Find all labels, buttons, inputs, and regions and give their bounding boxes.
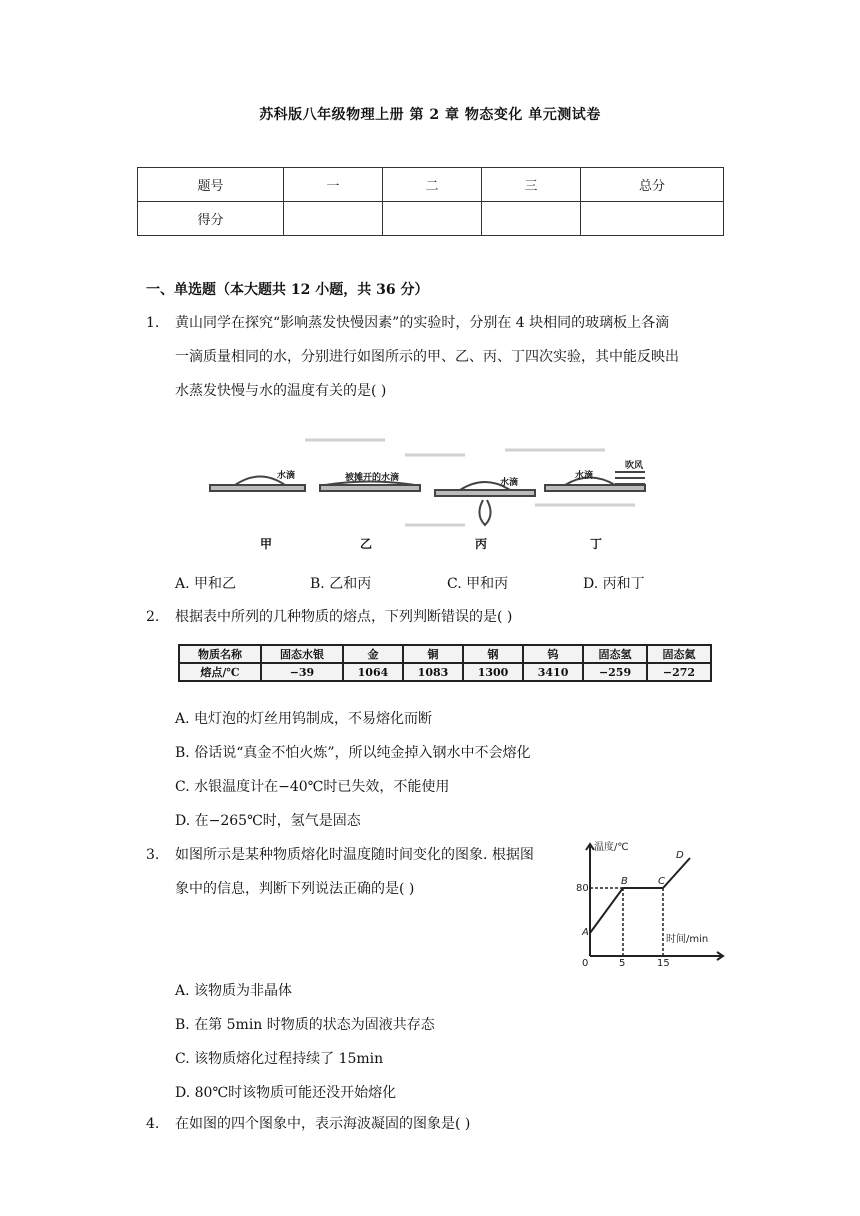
question-text-line: 根据表中所列的几种物质的熔点，下列判断错误的是( ) [175,609,513,625]
table-cell: 3410 [523,663,583,681]
caption: 乙 [360,537,373,551]
score-cell [482,202,581,236]
caption: 甲 [260,537,273,551]
page-title: 苏科版八年级物理上册 第 2 章 物态变化 单元测试卷 [259,107,601,123]
flame-icon [479,500,490,525]
option-b[interactable]: B. 在第 5min 时物质的状态为固液共存态 [175,1017,435,1033]
table-cell: −39 [261,663,343,681]
score-header-cell: 一 [284,168,383,202]
caption: 丁 [590,537,603,551]
temperature-curve [590,858,690,933]
section-heading: 一、单选题（本大题共 12 小题，共 36 分） [146,282,429,298]
score-row-label: 得分 [138,202,284,236]
figure-label: 吹风 [625,461,644,471]
option-a[interactable]: A. 电灯泡的灯丝用钨制成，不易熔化而断 [175,711,433,727]
table-cell: 金 [343,645,403,663]
question-text-line: 在如图的四个图象中，表示海波凝固的图象是( ) [175,1116,471,1132]
table-cell: 钨 [523,645,583,663]
figure-captions [205,535,650,555]
point-label: D [676,850,684,861]
option-d[interactable]: D. 丙和丁 [583,576,645,592]
point-label: B [621,876,628,887]
table-cell: 铜 [403,645,463,663]
question-number: 2. [146,609,160,625]
score-header-cell: 总分 [581,168,724,202]
glass-plate [210,485,305,491]
table-cell: 1300 [463,663,523,681]
score-header-cell: 三 [482,168,581,202]
figure-label: 水滴 [500,478,519,488]
table-cell: −259 [583,663,647,681]
table-cell: 1083 [403,663,463,681]
glass-plate [320,485,420,491]
score-cell [383,202,482,236]
score-table [137,167,724,236]
table-cell: 1064 [343,663,403,681]
table-cell: 固态氦 [647,645,711,663]
option-a[interactable]: A. 该物质为非晶体 [175,983,293,999]
question-number: 4. [146,1116,160,1132]
option-b[interactable]: B. 俗话说“真金不怕火炼”，所以纯金掉入钢水中不会熔化 [175,745,531,761]
table-row [179,663,711,681]
question-number: 1. [146,315,160,331]
option-c[interactable]: C. 水银温度计在−40℃时已失效，不能使用 [175,779,450,795]
glass-plate [545,485,645,491]
score-header-cell: 题号 [138,168,284,202]
table-cell: 固态氢 [583,645,647,663]
x-axis-label: 时间/min [666,934,709,945]
figure-label: 水滴 [277,471,296,481]
q1-options [0,573,860,593]
option-c[interactable]: C. 甲和丙 [447,576,509,592]
table-cell: 物质名称 [179,645,261,663]
point-label: C [658,876,665,887]
x-tick-label: 0 [582,958,589,969]
question-text-line: 黄山同学在探究“影响蒸发快慢因素”的实验时，分别在 4 块相同的玻璃板上各滴 [175,315,670,331]
option-c[interactable]: C. 该物质熔化过程持续了 15min [175,1051,384,1067]
score-cell [581,202,724,236]
x-tick-label: 15 [657,958,670,969]
table-header-row [179,645,711,663]
question-text-line: 一滴质量相同的水，分别进行如图所示的甲、乙、丙、丁四次实验，其中能反映出 [175,349,679,365]
melting-point-table [178,644,712,682]
figure-label: 被摊开的水滴 [345,473,400,483]
y-tick-label: 80 [576,883,589,894]
score-table-score-row [138,202,724,236]
option-d[interactable]: D. 80℃时该物质可能还没开始熔化 [175,1085,397,1101]
y-axis-label: 温度/℃ [594,842,629,853]
caption: 丙 [475,537,488,551]
score-table-header-row [138,168,724,202]
question-number: 3. [146,847,160,863]
option-a[interactable]: A. 甲和乙 [175,576,237,592]
point-label: A [582,927,589,938]
table-cell: −272 [647,663,711,681]
x-tick-label: 5 [619,958,626,969]
question-text-line: 象中的信息，判断下列说法正确的是( ) [175,881,415,897]
question-text-line: 如图所示是某种物质熔化时温度随时间变化的图象. 根据图 [175,847,534,863]
table-cell: 固态水银 [261,645,343,663]
question-text-line: 水蒸发快慢与水的温度有关的是( ) [175,383,387,399]
option-d[interactable]: D. 在−265℃时，氢气是固态 [175,813,361,829]
glass-plate [435,490,535,496]
melting-graph [576,838,728,969]
score-cell [284,202,383,236]
table-cell: 熔点/℃ [179,663,261,681]
option-b[interactable]: B. 乙和丙 [310,576,372,592]
table-cell: 钢 [463,645,523,663]
score-header-cell: 二 [383,168,482,202]
figure-label: 水滴 [575,471,594,481]
